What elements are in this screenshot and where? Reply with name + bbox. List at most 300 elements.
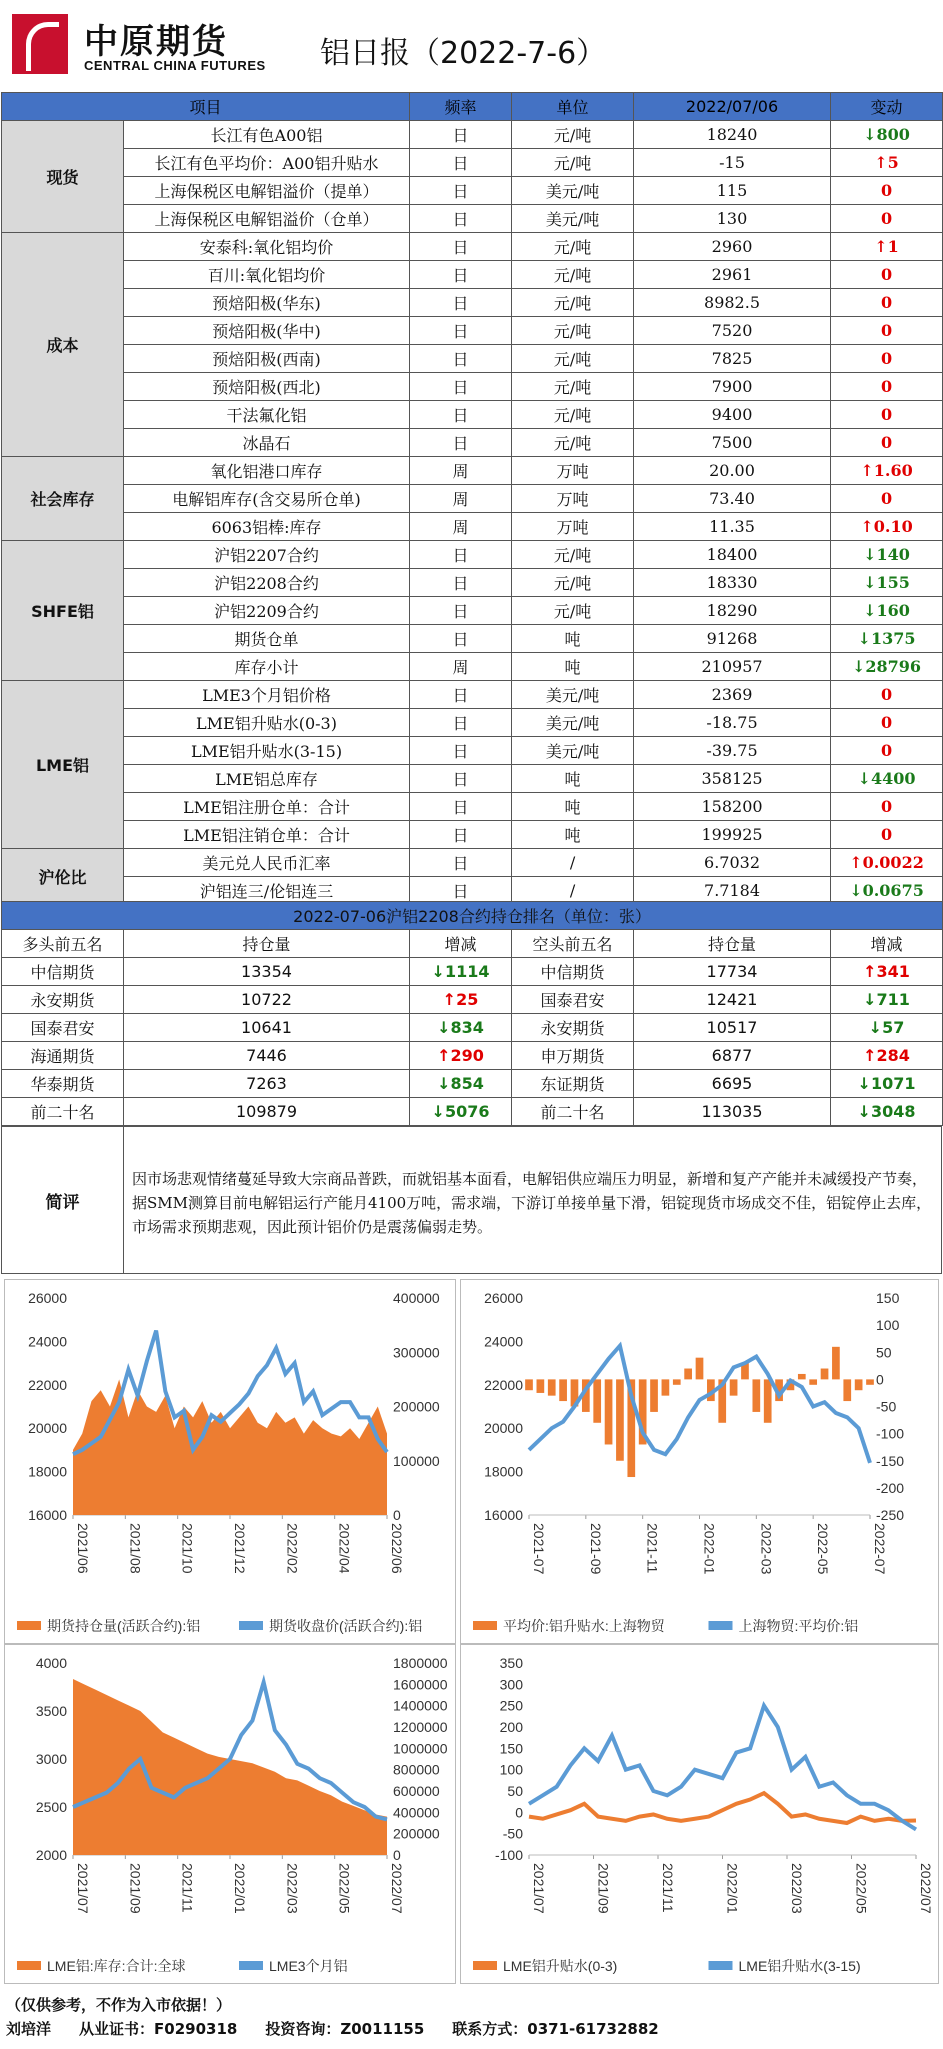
item-name: 美元兑人民币汇率: [124, 849, 410, 877]
legend-label: LME铝升贴水(3-15): [738, 1958, 861, 1974]
unit: 元/吨: [512, 429, 634, 457]
unit: 吨: [512, 653, 634, 681]
y-left-tick: 18000: [28, 1463, 67, 1480]
unit: 吨: [512, 793, 634, 821]
change: 0: [831, 177, 943, 205]
report-header: [0, 0, 943, 92]
bar: [764, 1379, 772, 1422]
item-name: 沪铝2208合约: [124, 569, 410, 597]
unit: 美元/吨: [512, 177, 634, 205]
y-left-tick: 0: [515, 1804, 523, 1821]
unit: 万吨: [512, 513, 634, 541]
frequency: 日: [410, 765, 512, 793]
y-right-tick: -100: [876, 1425, 905, 1442]
legend-label: 期货持仓量(活跃合约):铝: [47, 1618, 201, 1634]
logo-text-cn: 中原期货: [84, 22, 228, 62]
long-broker: 海通期货: [2, 1042, 124, 1070]
item-name: 上海保税区电解铝溢价（仓单）: [124, 205, 410, 233]
x-tick-label: 2022/01: [724, 1863, 741, 1914]
bar: [650, 1379, 658, 1412]
position-ranking-title: 2022-07-06沪铝2208合约持仓排名（单位：张）: [2, 902, 943, 930]
header-frequency: 频率: [410, 93, 512, 121]
legend-swatch: [709, 1961, 733, 1970]
unit: 元/吨: [512, 289, 634, 317]
x-tick-label: 2022/02: [284, 1523, 301, 1574]
change: 0: [831, 709, 943, 737]
bar: [559, 1379, 567, 1401]
y-right-tick: 200000: [393, 1398, 440, 1415]
consulting-license: 投资咨询：Z0011155: [265, 2020, 425, 2038]
category-label: SHFE铝: [2, 541, 124, 681]
header-long-volume: 持仓量: [124, 930, 410, 958]
bar: [684, 1369, 692, 1380]
long-broker: 华泰期货: [2, 1070, 124, 1098]
bar: [798, 1374, 806, 1379]
y-left-tick: 300: [499, 1676, 523, 1693]
bar: [855, 1379, 863, 1390]
commentary-section: [1, 1126, 942, 1274]
legend-swatch: [239, 1621, 263, 1630]
header-change: 变动: [831, 93, 943, 121]
position-row: [2, 958, 943, 986]
logo-text-en: CENTRAL CHINA FUTURES: [84, 58, 266, 73]
short-volume: 6695: [634, 1070, 831, 1098]
y-left-tick: 22000: [28, 1376, 67, 1393]
legend-label: LME3个月铝: [269, 1958, 348, 1974]
long-volume: 109879: [124, 1098, 410, 1126]
bar: [821, 1369, 829, 1380]
y-left-tick: 26000: [28, 1290, 67, 1306]
change: 0: [831, 429, 943, 457]
unit: 元/吨: [512, 541, 634, 569]
value: 130: [634, 205, 831, 233]
unit: 元/吨: [512, 373, 634, 401]
category-label: 现货: [2, 121, 124, 233]
position-header-row: [2, 930, 943, 958]
table-row: [2, 821, 943, 849]
item-name: 6063铝棒:库存: [124, 513, 410, 541]
item-name: 预焙阳极(华中): [124, 317, 410, 345]
x-tick-label: 2022-01: [701, 1523, 718, 1575]
table-row: [2, 345, 943, 373]
y-left-tick: 200: [499, 1719, 523, 1735]
frequency: 日: [410, 681, 512, 709]
change: ↓140: [831, 541, 943, 569]
frequency: 日: [410, 401, 512, 429]
table-row: [2, 849, 943, 877]
header-short: 空头前五名: [512, 930, 634, 958]
series-0: [525, 1347, 874, 1477]
frequency: 日: [410, 177, 512, 205]
y-left-tick: -50: [502, 1825, 523, 1842]
x-tick-label: 2021/09: [595, 1863, 612, 1914]
change: 0: [831, 289, 943, 317]
table-row: [2, 261, 943, 289]
frequency: 日: [410, 597, 512, 625]
change: 0: [831, 261, 943, 289]
header-long-change: 增减: [410, 930, 512, 958]
report-title: 铝日报（2022-7-6）: [320, 36, 607, 71]
unit: 吨: [512, 821, 634, 849]
frequency: 日: [410, 233, 512, 261]
y-left-tick: 20000: [28, 1420, 67, 1437]
short-broker: 中信期货: [512, 958, 634, 986]
bar: [525, 1379, 533, 1390]
item-name: LME铝注销仓单：合计: [124, 821, 410, 849]
value: 73.40: [634, 485, 831, 513]
change: 0: [831, 793, 943, 821]
change: 0: [831, 485, 943, 513]
y-right-tick: 100000: [393, 1452, 440, 1469]
x-tick-label: 2021/06: [75, 1523, 91, 1574]
long-broker: 前二十名: [2, 1098, 124, 1126]
company-logo-icon: [12, 14, 68, 74]
y-right-tick: 200000: [393, 1825, 440, 1842]
value: 20.00: [634, 457, 831, 485]
table-row: [2, 765, 943, 793]
frequency: 日: [410, 709, 512, 737]
y-right-tick: 400000: [393, 1290, 440, 1306]
table-row: [2, 373, 943, 401]
y-right-tick: 0: [393, 1847, 401, 1863]
table-row: [2, 569, 943, 597]
bar: [809, 1379, 817, 1384]
item-name: LME铝升贴水(3-15): [124, 737, 410, 765]
frequency: 日: [410, 737, 512, 765]
x-tick-label: 2021/09: [127, 1863, 144, 1914]
value: 18400: [634, 541, 831, 569]
unit: 万吨: [512, 485, 634, 513]
frequency: 日: [410, 821, 512, 849]
short-broker: 东证期货: [512, 1070, 634, 1098]
table-row: [2, 597, 943, 625]
x-tick-label: 2022/07: [918, 1863, 934, 1914]
legend-swatch: [473, 1621, 497, 1630]
change: 0: [831, 345, 943, 373]
table-row: [2, 793, 943, 821]
chart-shanghai-premium-price: [460, 1279, 939, 1644]
unit: 元/吨: [512, 233, 634, 261]
long-volume: 7263: [124, 1070, 410, 1098]
item-name: 预焙阳极(华东): [124, 289, 410, 317]
header-long: 多头前五名: [2, 930, 124, 958]
y-left-tick: 3000: [35, 1751, 67, 1767]
item-name: 长江有色A00铝: [124, 121, 410, 149]
item-name: 期货仓单: [124, 625, 410, 653]
value: 2961: [634, 261, 831, 289]
item-name: 沪铝连三/伦铝连三: [124, 877, 410, 905]
y-right-tick: -50: [876, 1398, 897, 1415]
header-date: 2022/07/06: [634, 93, 831, 121]
y-left-tick: 2000: [35, 1847, 67, 1863]
y-right-tick: 300000: [393, 1344, 440, 1361]
frequency: 日: [410, 205, 512, 233]
change: 0: [831, 821, 943, 849]
y-right-tick: 0: [393, 1507, 401, 1523]
contact-phone: 联系方式：0371-61732882: [452, 2020, 659, 2038]
value: 7.7184: [634, 877, 831, 905]
y-right-tick: 0: [876, 1371, 884, 1388]
x-tick-label: 2022/05: [853, 1863, 870, 1914]
analyst-name: 刘培洋: [6, 2020, 52, 2038]
position-row: [2, 1098, 943, 1126]
table-row: [2, 653, 943, 681]
series-0: [73, 1679, 387, 1855]
value: 158200: [634, 793, 831, 821]
legend-label: 平均价:铝升贴水:上海物贸: [503, 1618, 665, 1634]
change: ↑0.10: [831, 513, 943, 541]
x-tick-label: 2022/03: [789, 1863, 805, 1914]
long-volume: 10641: [124, 1014, 410, 1042]
header-short-volume: 持仓量: [634, 930, 831, 958]
legend-label: 期货收盘价(活跃合约):铝: [269, 1618, 423, 1634]
y-left-tick: 2500: [35, 1799, 67, 1815]
frequency: 日: [410, 625, 512, 653]
long-change: ↓834: [410, 1014, 512, 1042]
item-name: 预焙阳极(西南): [124, 345, 410, 373]
bar: [866, 1379, 874, 1384]
x-tick-label: 2021-11: [644, 1523, 661, 1574]
value: 18240: [634, 121, 831, 149]
frequency: 日: [410, 849, 512, 877]
value: 7520: [634, 317, 831, 345]
y-right-tick: 800000: [393, 1761, 440, 1778]
short-broker: 永安期货: [512, 1014, 634, 1042]
y-right-tick: 100: [876, 1317, 900, 1334]
value: 9400: [634, 401, 831, 429]
change: ↑1.60: [831, 457, 943, 485]
commentary-text: 因市场悲观情绪蔓延导致大宗商品普跌，而就铝基本面看，电解铝供应端压力明显，新增和复产产能并未减缓投产节奏，据SMM测算目前电解铝运行产能月4100万吨，需求端，下游订单接单量下滑，铝锭现货市场成交不佳，铝锭停止去库，市场需求预期悲观，因此预计铝价仍是震荡偏弱走势。: [132, 1170, 932, 1236]
y-right-tick: 600000: [393, 1783, 440, 1799]
value: 7825: [634, 345, 831, 373]
table-row: [2, 485, 943, 513]
x-tick-label: 2021/07: [75, 1863, 91, 1914]
report-footer: [0, 1990, 943, 2049]
position-row: [2, 1014, 943, 1042]
change: ↓28796: [831, 653, 943, 681]
y-right-tick: 1000000: [393, 1740, 448, 1757]
item-name: 冰晶石: [124, 429, 410, 457]
long-volume: 13354: [124, 958, 410, 986]
chart-lme-spreads: [460, 1644, 939, 1984]
frequency: 周: [410, 457, 512, 485]
value: -18.75: [634, 709, 831, 737]
x-tick-label: 2022/04: [336, 1523, 353, 1574]
frequency: 日: [410, 793, 512, 821]
y-left-tick: 24000: [484, 1333, 523, 1350]
change: ↓160: [831, 597, 943, 625]
change: 0: [831, 373, 943, 401]
long-change: ↓1114: [410, 958, 512, 986]
frequency: 日: [410, 261, 512, 289]
table-row: [2, 625, 943, 653]
short-volume: 6877: [634, 1042, 831, 1070]
value: 2369: [634, 681, 831, 709]
y-right-tick: -150: [876, 1452, 905, 1469]
change: 0: [831, 317, 943, 345]
y-right-tick: -250: [876, 1507, 905, 1523]
change: ↑1: [831, 233, 943, 261]
table-row: [2, 317, 943, 345]
unit: 元/吨: [512, 121, 634, 149]
y-left-tick: 16000: [28, 1507, 67, 1523]
x-tick-label: 2022/06: [389, 1523, 405, 1574]
x-tick-label: 2022-05: [815, 1523, 832, 1575]
short-change: ↓711: [831, 986, 943, 1014]
frequency: 周: [410, 485, 512, 513]
unit: 元/吨: [512, 261, 634, 289]
position-row: [2, 986, 943, 1014]
value: 7500: [634, 429, 831, 457]
table-row: [2, 149, 943, 177]
change: 0: [831, 681, 943, 709]
y-left-tick: 50: [507, 1783, 523, 1799]
long-volume: 7446: [124, 1042, 410, 1070]
frequency: 周: [410, 513, 512, 541]
x-tick-label: 2022/07: [389, 1863, 405, 1914]
table-row: [2, 513, 943, 541]
bar: [593, 1379, 601, 1422]
bar: [673, 1379, 681, 1384]
legend-swatch: [239, 1961, 263, 1970]
item-name: 沪铝2209合约: [124, 597, 410, 625]
category-label: 社会库存: [2, 457, 124, 541]
unit: 美元/吨: [512, 681, 634, 709]
short-volume: 17734: [634, 958, 831, 986]
table-row: [2, 289, 943, 317]
frequency: 日: [410, 569, 512, 597]
bar: [832, 1347, 840, 1380]
table-row: [2, 457, 943, 485]
x-tick-label: 2021-07: [531, 1523, 547, 1575]
short-volume: 113035: [634, 1098, 831, 1126]
item-name: 上海保税区电解铝溢价（提单）: [124, 177, 410, 205]
value: -39.75: [634, 737, 831, 765]
value: 11.35: [634, 513, 831, 541]
header-item: 项目: [2, 93, 410, 121]
y-left-tick: -100: [494, 1847, 523, 1863]
unit: /: [512, 877, 634, 905]
short-volume: 12421: [634, 986, 831, 1014]
value: 18330: [634, 569, 831, 597]
frequency: 日: [410, 345, 512, 373]
long-change: ↑290: [410, 1042, 512, 1070]
table-row: [2, 709, 943, 737]
x-tick-label: 2022/05: [336, 1863, 353, 1914]
item-name: 电解铝库存(含交易所仓单): [124, 485, 410, 513]
item-name: LME铝注册仓单：合计: [124, 793, 410, 821]
short-change: ↓1071: [831, 1070, 943, 1098]
unit: 吨: [512, 625, 634, 653]
legend-swatch: [17, 1961, 41, 1970]
change: ↓0.0675: [831, 877, 943, 905]
unit: 元/吨: [512, 149, 634, 177]
y-left-tick: 24000: [28, 1333, 67, 1350]
item-name: 长江有色平均价：A00铝升贴水: [124, 149, 410, 177]
y-right-tick: 1400000: [393, 1697, 448, 1714]
table-row: [2, 429, 943, 457]
frequency: 日: [410, 289, 512, 317]
position-row: [2, 1070, 943, 1098]
change: ↑5: [831, 149, 943, 177]
unit: 美元/吨: [512, 205, 634, 233]
analyst-certificate: 从业证书：F0290318: [79, 2020, 238, 2038]
item-name: 百川:氧化铝均价: [124, 261, 410, 289]
table-row: [2, 737, 943, 765]
frequency: 日: [410, 149, 512, 177]
bar: [696, 1358, 704, 1380]
x-tick-label: 2022/01: [232, 1863, 248, 1914]
value: 7900: [634, 373, 831, 401]
short-broker: 申万期货: [512, 1042, 634, 1070]
value: 18290: [634, 597, 831, 625]
unit: 元/吨: [512, 569, 634, 597]
category-label: LME铝: [2, 681, 124, 849]
disclaimer: （仅供参考，不作为入市依据！）: [6, 1996, 232, 2014]
position-row: [2, 1042, 943, 1070]
short-change: ↑284: [831, 1042, 943, 1070]
table-row: [2, 233, 943, 261]
unit: 万吨: [512, 457, 634, 485]
table-row: [2, 541, 943, 569]
y-right-tick: 1800000: [393, 1655, 448, 1671]
unit: 美元/吨: [512, 737, 634, 765]
legend-label: LME铝升贴水(0-3): [503, 1958, 618, 1974]
value: 8982.5: [634, 289, 831, 317]
legend-swatch: [709, 1621, 733, 1630]
x-tick-label: 2021/07: [531, 1863, 547, 1914]
y-left-tick: 250: [499, 1697, 523, 1714]
change: ↓1375: [831, 625, 943, 653]
position-ranking-table: [1, 901, 943, 1126]
frequency: 日: [410, 877, 512, 905]
x-tick-label: 2021/11: [179, 1863, 196, 1913]
chart-shfe-open-interest-price: [4, 1279, 456, 1644]
value: 358125: [634, 765, 831, 793]
y-right-tick: 1600000: [393, 1676, 448, 1693]
value: 2960: [634, 233, 831, 261]
short-broker: 前二十名: [512, 1098, 634, 1126]
short-volume: 10517: [634, 1014, 831, 1042]
commentary-label: 简评: [2, 1127, 124, 1273]
bar: [843, 1379, 851, 1401]
unit: 美元/吨: [512, 709, 634, 737]
long-change: ↑25: [410, 986, 512, 1014]
unit: /: [512, 849, 634, 877]
value: 6.7032: [634, 849, 831, 877]
y-right-tick: 400000: [393, 1804, 440, 1821]
change: ↓155: [831, 569, 943, 597]
category-label: 成本: [2, 233, 124, 457]
long-broker: 永安期货: [2, 986, 124, 1014]
legend-label: 上海物贸:平均价:铝: [738, 1618, 859, 1634]
item-name: LME铝总库存: [124, 765, 410, 793]
legend-swatch: [473, 1961, 497, 1970]
short-change: ↓57: [831, 1014, 943, 1042]
y-left-tick: 22000: [484, 1376, 523, 1393]
unit: 元/吨: [512, 345, 634, 373]
item-name: 预焙阳极(西北): [124, 373, 410, 401]
value: 91268: [634, 625, 831, 653]
y-right-tick: -200: [876, 1479, 905, 1496]
unit: 元/吨: [512, 317, 634, 345]
y-left-tick: 16000: [484, 1507, 523, 1523]
bar: [662, 1379, 670, 1395]
frequency: 日: [410, 429, 512, 457]
frequency: 日: [410, 317, 512, 345]
x-tick-label: 2022-03: [758, 1523, 775, 1575]
item-name: 库存小计: [124, 653, 410, 681]
